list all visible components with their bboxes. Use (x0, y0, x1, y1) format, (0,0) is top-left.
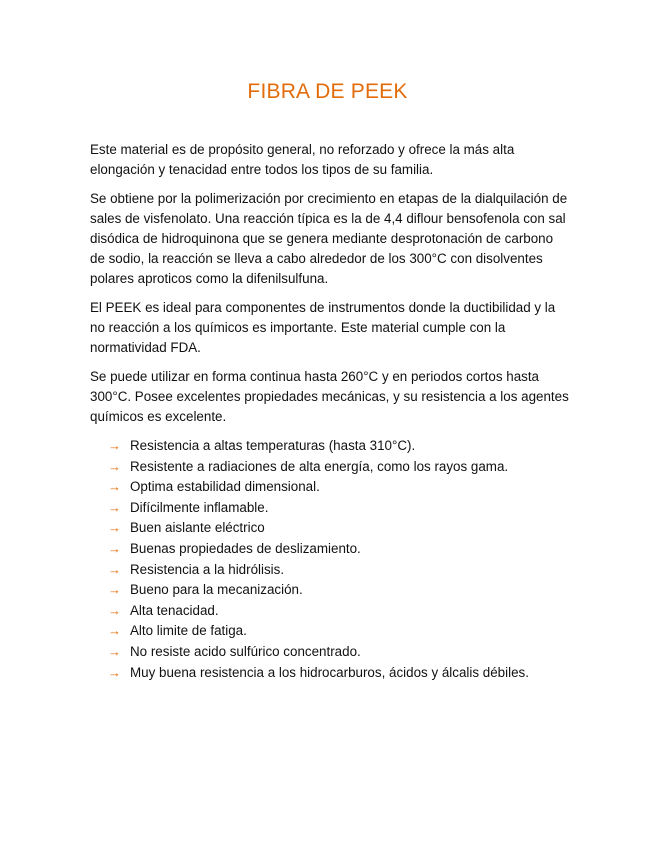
list-item-text: Difícilmente inflamable. (130, 499, 269, 515)
list-item (108, 477, 570, 498)
list-item (108, 601, 570, 622)
list-item-text: Muy buena resistencia a los hidrocarburos, ácidos y álcalis débiles. (130, 664, 529, 680)
paragraph-applications: El PEEK es ideal para componentes de instrumentos donde la ductibilidad y la no reacción a los químicos es importante. Este material cumple con la normatividad FDA. (90, 300, 556, 355)
list-item-text: Buenas propiedades de deslizamiento. (130, 540, 361, 556)
list-item (108, 560, 570, 581)
list-item (108, 518, 570, 539)
paragraph-intro: Este material es de propósito general, no reforzado y ofrece la más alta elongación y tenacidad entre todos los tipos de su familia. (90, 142, 515, 177)
arrow-right-icon: → (108, 458, 121, 474)
list-item (108, 580, 570, 601)
list-item-text: Resistencia a la hidrólisis. (130, 561, 285, 577)
arrow-right-icon: → (108, 582, 121, 598)
properties-list (90, 436, 570, 683)
list-item-text: Resistencia a altas temperaturas (hasta 310°C). (130, 438, 416, 453)
arrow-right-icon: → (108, 664, 121, 680)
list-item (108, 457, 570, 478)
arrow-right-icon: → (108, 643, 121, 659)
arrow-right-icon: → (108, 540, 121, 556)
list-item-text: Optima estabilidad dimensional. (130, 479, 320, 495)
list-item (108, 642, 570, 663)
list-item-text: Bueno para la mecanización. (130, 582, 303, 598)
list-item (108, 539, 570, 560)
list-item-text: No resiste acido sulfúrico concentrado. (130, 643, 361, 659)
document-body (90, 140, 570, 683)
list-item-text: Buen aislante eléctrico (130, 520, 265, 536)
arrow-right-icon: → (108, 438, 121, 453)
list-item (108, 436, 570, 457)
arrow-right-icon: → (108, 602, 121, 618)
list-item (108, 498, 570, 519)
arrow-right-icon: → (108, 499, 121, 515)
list-item-text: Alta tenacidad. (130, 602, 219, 618)
page-title: FIBRA DE PEEK (247, 80, 408, 103)
arrow-right-icon: → (108, 479, 121, 495)
list-item (108, 621, 570, 642)
paragraph-properties: Se puede utilizar en forma continua hasta 260°C y en periodos cortos hasta 300°C. Posee excelentes propiedades mecánicas, y su resistencia a los agentes químicos es excelente. (90, 369, 569, 424)
arrow-right-icon: → (108, 623, 121, 639)
list-item (108, 663, 570, 684)
paragraph-synthesis: Se obtiene por la polimerización por crecimiento en etapas de la dialquilación de sales de visfenolato. Una reacción típica es la de 4,4 diflour bensofenola con sal disódica de hidroquinona que se genera mediante desprotonación de carbono de sodio, la reacción se lleva a cabo alrededor de los 300°C con disolventes polares aproticos como la difenilsulfuna. (90, 191, 568, 286)
arrow-right-icon: → (108, 561, 121, 577)
list-item-text: Resistente a radiaciones de alta energía, como los rayos gama. (130, 458, 509, 474)
arrow-right-icon: → (108, 520, 121, 536)
list-item-text: Alto limite de fatiga. (130, 623, 247, 639)
